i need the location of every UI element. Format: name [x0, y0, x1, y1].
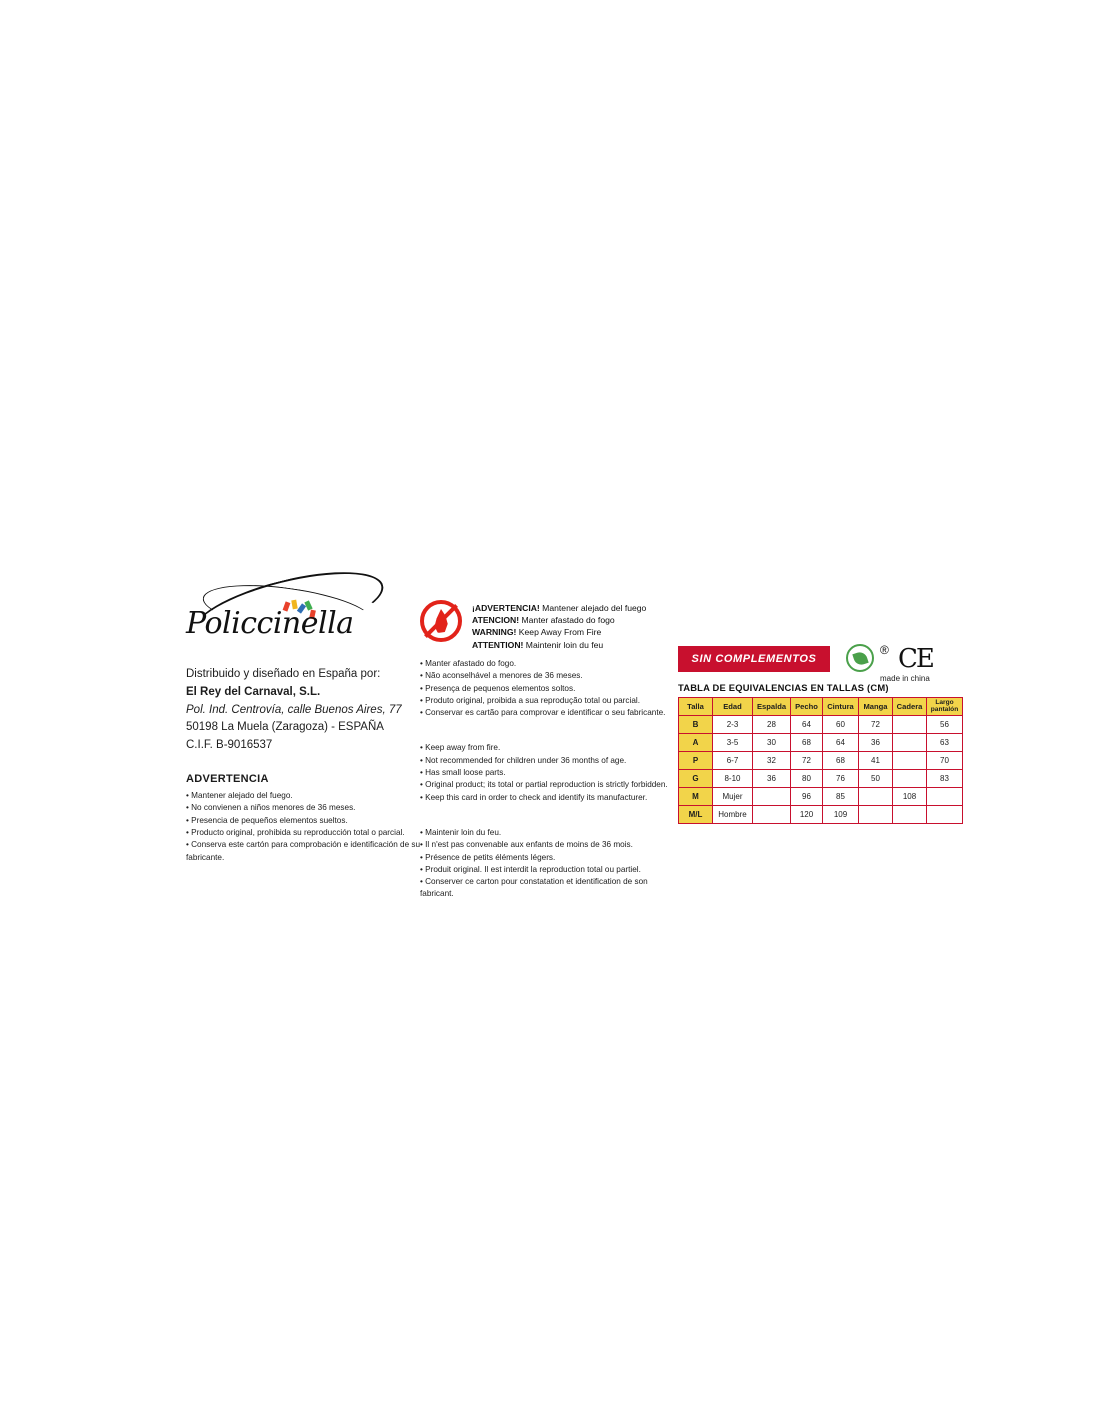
cell-espalda: 36 — [753, 770, 791, 788]
cell-espalda: 28 — [753, 716, 791, 734]
warning-title-es: ADVERTENCIA — [186, 773, 269, 786]
col-header-manga: Manga — [859, 698, 893, 716]
list-item: • Producto original, prohibida su reproducción total o parcial. — [186, 827, 405, 837]
cell-pecho: 80 — [791, 770, 823, 788]
list-item: • Présence de petits éléments légers. — [420, 852, 556, 862]
size-table-title: TABLA DE EQUIVALENCIAS EN TALLAS (CM) — [678, 682, 889, 693]
cell-cadera — [893, 734, 927, 752]
warning-lang-pt-strong: ATENCION! — [472, 615, 520, 626]
cell-pecho: 120 — [791, 806, 823, 824]
cell-espalda: 30 — [753, 734, 791, 752]
col-header-espalda: Espalda — [753, 698, 791, 716]
col-header-talla: Talla — [679, 698, 713, 716]
warning-lang-pt-rest: Manter afastado do fogo — [519, 615, 615, 626]
cell-edad: 8-10 — [713, 770, 753, 788]
cell-cadera: 108 — [893, 788, 927, 806]
cell-talla: G — [679, 770, 713, 788]
list-item: • Not recommended for children under 36 months of age. — [420, 755, 627, 765]
warning-bullets-en — [420, 742, 668, 803]
warning-bullets-pt — [420, 658, 666, 719]
cell-largo — [927, 806, 963, 824]
cell-edad: 2-3 — [713, 716, 753, 734]
cell-manga: 36 — [859, 734, 893, 752]
list-item: • Il n'est pas convenable aux enfants de moins de 36 mois. — [420, 840, 633, 850]
distributor-address-2: 50198 La Muela (Zaragoza) - ESPAÑA — [186, 721, 384, 734]
cell-cintura: 109 — [823, 806, 859, 824]
cell-talla: M — [679, 788, 713, 806]
cell-cadera — [893, 806, 927, 824]
cell-largo: 56 — [927, 716, 963, 734]
list-item: • Conserver ce carton pour constatation et identification de son fabricant. — [420, 877, 648, 899]
table-header-row — [679, 698, 963, 716]
cell-pecho: 72 — [791, 752, 823, 770]
cell-talla: M/L — [679, 806, 713, 824]
distributor-intro: Distribuido y diseñado en España por: — [186, 668, 381, 680]
warning-lang-en-strong: WARNING! — [472, 627, 517, 638]
cell-edad: 6-7 — [713, 752, 753, 770]
multilingual-warning-column — [420, 600, 668, 901]
cell-edad: Hombre — [713, 806, 753, 824]
brand-column — [186, 580, 426, 864]
warning-lang-fr-strong: ATTENTION! — [472, 639, 524, 650]
list-item: • No convienen a niños menores de 36 meses. — [186, 803, 356, 813]
cell-talla: B — [679, 716, 713, 734]
warning-header — [420, 600, 660, 650]
green-leaf-icon — [846, 644, 874, 672]
cell-cadera — [893, 752, 927, 770]
list-item: • Presencia de pequeños elementos sueltos. — [186, 815, 348, 825]
cell-cintura: 64 — [823, 734, 859, 752]
cell-pecho: 64 — [791, 716, 823, 734]
brand-logo — [186, 580, 416, 652]
table-row — [679, 716, 963, 734]
list-item: • Mantener alejado del fuego. — [186, 791, 293, 801]
cell-cintura: 60 — [823, 716, 859, 734]
col-header-cintura: Cintura — [823, 698, 859, 716]
cell-manga — [859, 806, 893, 824]
cell-cintura: 76 — [823, 770, 859, 788]
cell-espalda — [753, 788, 791, 806]
list-item: • Manter afastado do fogo. — [420, 659, 517, 668]
no-fire-icon — [420, 600, 462, 642]
cell-manga: 41 — [859, 752, 893, 770]
cell-edad: 3-5 — [713, 734, 753, 752]
table-row — [679, 788, 963, 806]
cell-manga: 50 — [859, 770, 893, 788]
col-header-largo-pantalon: Largo pantalón — [927, 698, 963, 716]
distributor-cif: C.I.F. B-9016537 — [186, 739, 273, 752]
cell-pecho: 96 — [791, 788, 823, 806]
list-item: • Has small loose parts. — [420, 768, 506, 778]
ce-mark-icon: CE — [898, 644, 933, 674]
table-row — [679, 752, 963, 770]
cell-cintura: 85 — [823, 788, 859, 806]
cell-cadera — [893, 716, 927, 734]
warning-lang-en-rest: Keep Away From Fire — [516, 627, 602, 638]
cell-pecho: 68 — [791, 734, 823, 752]
list-item: • Não aconselhável a menores de 36 meses. — [420, 671, 583, 681]
list-item: • Produto original, proibida a sua reprodução total ou parcial. — [420, 695, 640, 705]
distributor-company: El Rey del Carnaval, S.L. — [186, 685, 321, 698]
cell-largo: 63 — [927, 734, 963, 752]
list-item: • Keep this card in order to check and identify its manufacturer. — [420, 792, 648, 802]
made-in-label: made in china — [880, 674, 930, 683]
cell-cadera — [893, 770, 927, 788]
distributor-address-1: Pol. Ind. Centrovía, calle Buenos Aires, 77 — [186, 703, 402, 716]
certification-badges — [846, 644, 966, 684]
cell-cintura: 68 — [823, 752, 859, 770]
col-header-pecho: Pecho — [791, 698, 823, 716]
cell-talla: P — [679, 752, 713, 770]
warning-pictogram-text — [472, 602, 646, 651]
list-item: • Maintenir loin du feu. — [420, 827, 502, 837]
warning-lang-es-strong: ¡ADVERTENCIA! — [472, 603, 540, 613]
list-item: • Produit original. Il est interdit la reproduction total ou partiel. — [420, 864, 641, 874]
registered-trademark-icon: ® — [880, 643, 889, 657]
cell-manga — [859, 788, 893, 806]
cell-manga: 72 — [859, 716, 893, 734]
cell-largo: 83 — [927, 770, 963, 788]
list-item: • Conservar es cartão para comprovar e identificar o seu fabricante. — [420, 708, 666, 718]
warning-bullets-es — [186, 790, 426, 864]
list-item: • Keep away from fire. — [420, 743, 501, 753]
col-header-edad: Edad — [713, 698, 753, 716]
list-item: • Conserva este cartón para comprobación e identificación de su fabricante. — [186, 840, 421, 862]
cell-largo: 70 — [927, 752, 963, 770]
size-table-column — [678, 643, 968, 824]
status-badge: SIN COMPLEMENTOS — [678, 646, 830, 672]
cell-espalda: 32 — [753, 752, 791, 770]
warning-lang-fr-rest: Maintenir loin du feu — [523, 639, 604, 650]
size-table — [678, 697, 963, 824]
list-item: • Presença de pequenos elementos soltos. — [420, 683, 576, 693]
brand-name: Policcinella — [186, 606, 354, 641]
warning-lang-es-rest: Mantener alejado del fuego — [539, 603, 647, 613]
col-header-cadera: Cadera — [893, 698, 927, 716]
warning-bullets-fr — [420, 827, 660, 901]
cell-edad: Mujer — [713, 788, 753, 806]
list-item: • Original product; its total or partial reproduction is strictly forbidden. — [420, 780, 668, 790]
cell-espalda — [753, 806, 791, 824]
cell-talla: A — [679, 734, 713, 752]
table-row — [679, 734, 963, 752]
distributor-block — [186, 666, 426, 755]
table-row — [679, 770, 963, 788]
table-row — [679, 806, 963, 824]
cell-largo — [927, 788, 963, 806]
